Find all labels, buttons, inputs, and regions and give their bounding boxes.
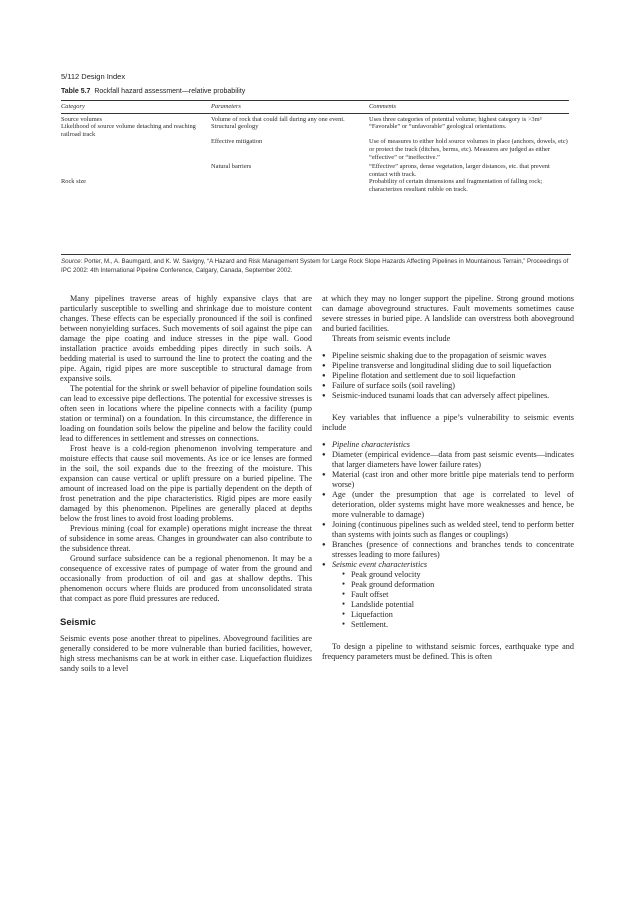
list-item: ● Failure of surface soils (soil raveling) [322, 381, 574, 391]
header-category: Category [61, 101, 211, 113]
cell-category: Source volumes [61, 115, 102, 123]
left-column [60, 294, 312, 674]
cell-parameters: Effective mitigation [211, 138, 263, 146]
rockfall-table [61, 100, 569, 194]
paragraph: Frost heave is a cold-region phenomenon involving temperature and moisture effects that cause soil movements. As ice or ice lenses are formed in the soil, the soil expands due to the freezing of the moisture. This expansion can cause vertical or uplift pressure on a buried pipeline. The amount of increased load on the pipe is partially dependent on the depth of frost penetration and the pipe characteristics. Rigid pipes are more easily damaged by this phenomenon. Pipelines are generally placed at depths below the frost lines to avoid frost loading problems. [60, 444, 312, 523]
cell-category: Rock size [61, 178, 87, 186]
sub-list-item: ● Liquefaction [342, 610, 574, 620]
seismic-characteristics-label: Seismic event characteristics [332, 560, 428, 569]
seismic-threats-list [322, 351, 574, 401]
table-source-note [61, 254, 571, 275]
list-item: ● Pipeline flotation and settlement due to soil liquefaction [322, 371, 574, 381]
paragraph: To design a pipeline to withstand seismic forces, earthquake type and frequency parameters must be defined. This is often [322, 642, 574, 661]
paragraph: Many pipelines traverse areas of highly expansive clays that are particularly susceptible to swelling and shrinkage due to moisture content changes. These effects can be especially pronounced if the soil is confined between nonyielding surfaces. Such movements of soil against the pipe can damage the pipe coating and induce stresses in the pipe wall. Good installation practice avoids embedding pipes directly in such soils. A bedding material is used to surround the line to protect the coating and the pipe. Again, rigid pipes are more susceptible to structural damage from expansive soils. [60, 294, 312, 383]
vulnerability-variables-list [322, 440, 574, 630]
list-item: ● Diameter (empirical evidence—data from past seismic events—indicates that larger diameters have lower failure rates) [322, 450, 574, 470]
cell-parameters: Natural barriers [211, 163, 252, 171]
seismic-characteristics-sublist [332, 570, 574, 630]
cell-category: Likelihood of source volume detaching and reaching railroad track [61, 123, 196, 138]
cell-category [61, 163, 211, 178]
sub-list-item: ● Landslide potential [342, 600, 574, 610]
sub-list-item: ● Settlement. [342, 620, 574, 630]
list-item-pipeline-characteristics: ● Pipeline characteristics [322, 440, 574, 450]
header-comments: Comments [369, 101, 569, 113]
paragraph: at which they may no longer support the pipeline. Strong ground motions can damage aboveground structures. Fault movements sometimes cause severe stresses in buried pipe. A landslide can overstress both aboveground and buried facilities. [322, 294, 574, 333]
list-item: ● Pipeline seismic shaking due to the propagation of seismic waves [322, 351, 574, 361]
sub-list-item: ● Fault offset [342, 590, 574, 600]
cell-comments: “Effective” aprons, dense vegetation, larger distances, etc. that prevent contact with track. [369, 163, 550, 178]
paragraph: Previous mining (coal for example) operations might increase the threat of subsidence in some areas. Changes in groundwater can also contribute to the subsidence threat. [60, 524, 312, 553]
table-row [61, 138, 569, 161]
table-label: Table 5.7 [61, 88, 91, 95]
cell-comments: “Favorable” or “unfavorable” geological orientations. [369, 123, 507, 131]
paragraph: Key variables that influence a pipe’s vulnerability to seismic events include [322, 413, 574, 432]
paragraph: The potential for the shrink or swell behavior of pipeline foundation soils can lead to excessive pipe deflections. The potential for excessive stresses is often seen in locations where the pipeline connects with a facility (pump station or terminal) on a foundation. In this circumstance, the difference in loading on foundation soils below the pipeline and below the facility could lead to differences in settlement and stresses on connections. [60, 384, 312, 443]
header-parameters: Parameters [211, 101, 369, 113]
table-header-row [61, 101, 569, 113]
paragraph: Ground surface subsidence can be a regional phenomenon. It may be a consequence of excessive rates of pumpage of water from the ground and occasionally from production of oil and gas at shallow depths. This phenomenon occurs where fluids are produced from unconsolidated strata that compact as pore fluid pressures are reduced. [60, 554, 312, 603]
paragraph: Seismic events pose another threat to pipelines. Aboveground facilities are generally considered to be more vulnerable than buried facilities, however, high stress mechanisms can be at work in either case. Liquefaction fluidizes sandy soils to a level [60, 634, 312, 673]
cell-comments: Use of measures to either hold source volumes in place (anchors, dowels, etc) or protect the track (ditches, berms, etc). Measures are judged as either “effective” or “ineffective.” [369, 138, 568, 161]
table-row [61, 163, 569, 178]
cell-parameters [211, 178, 369, 193]
list-item: ● Pipeline transverse and longitudinal sliding due to soil liquefaction [322, 361, 574, 371]
list-item: ● Joining (continuous pipelines such as welded steel, tend to perform better than systems with joints such as flanges or couplings) [322, 520, 574, 540]
table-row [61, 123, 569, 138]
section-heading-seismic: Seismic [60, 617, 96, 628]
sub-list-item: ● Peak ground deformation [342, 580, 574, 590]
right-column [322, 294, 574, 662]
source-text: Porter, M., A. Baumgard, and K. W. Savigny, “A Hazard and Risk Management System for Large Rock Slope Hazards Affecting Pipelines in Mountainous Terrain,” Proceedings of IPC 2002: 4th International Pipeline Conference, Calgary, Canada, September 2002. [61, 258, 569, 274]
list-item: ● Branches (presence of connections and branches tends to concentrate stresses leading to more failures) [322, 540, 574, 560]
table-row [61, 178, 569, 193]
table-caption [61, 88, 245, 95]
running-head: 5/112 Design Index [61, 72, 126, 81]
paragraph: Threats from seismic events include [332, 334, 451, 343]
cell-parameters: Structural geology [211, 123, 259, 131]
list-item-seismic-characteristics [322, 560, 574, 630]
sub-list-item: ● Peak ground velocity [342, 570, 574, 580]
list-item: ● Seismic-induced tsunami loads that can adversely affect pipelines. [322, 391, 574, 401]
table-row [61, 116, 569, 124]
cell-comments: Uses three categories of potential volume; highest category is >3m³ [369, 115, 542, 123]
cell-comments: Probability of certain dimensions and fragmentation of falling rock; characterizes resultant rubble on track. [369, 178, 543, 193]
table-title: Rockfall hazard assessment—relative probability [94, 88, 246, 95]
list-item: ● Material (cast iron and other more brittle pipe materials tend to perform worse) [322, 470, 574, 490]
list-item: ● Age (under the presumption that age is correlated to level of deterioration, older systems might have more weaknesses and hence, be more vulnerable to damage) [322, 490, 574, 520]
source-label: Source: [61, 258, 83, 265]
cell-category [61, 138, 211, 161]
cell-parameters: Volume of rock that could fall during any one event. [211, 115, 345, 123]
